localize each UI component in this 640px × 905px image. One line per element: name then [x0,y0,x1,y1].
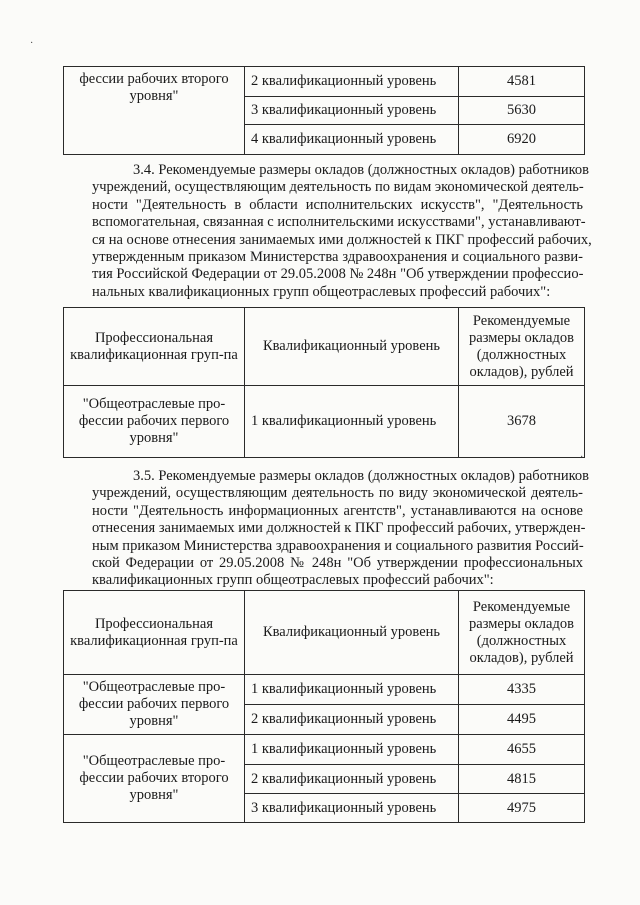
salary-cell: 4655 [459,735,585,765]
table-header-row [64,308,585,386]
qualification-level-cell: 2 квалификационный уровень [245,67,459,97]
text-line: квалификационных групп общеотраслевых профессий рабочих": [92,572,494,589]
salary-table-continuation [63,66,585,155]
text-line: ным приказом Министерства здравоохранения и социального развития Россий- [92,537,584,554]
text-line: ности "Деятельность в области исполнительских искусств", "Деятельность [92,196,583,213]
qualification-group-cell: фессии рабочих второго уровня" [64,67,245,155]
text-line: 3.5. Рекомендуемые размеры окладов (должностных окладов) работников [133,468,590,484]
text-line: ся на основе отнесения занимаемых ими должностей к ПКГ профессий рабочих, [92,231,592,248]
column-header-salary: Рекомендуемые размеры окладов (должностных окладов), рублей [459,591,585,675]
text-line: ской Федерации от 29.05.2008 № 248н "Об утверждении профессиональных [92,555,583,572]
salary-cell: 4815 [459,765,585,794]
qualification-level-cell: 4 квалификационный уровень [245,125,459,155]
qualification-level-cell: 3 квалификационный уровень [245,97,459,125]
column-header-level: Квалификационный уровень [245,591,459,675]
paragraph-3-5 [92,468,590,590]
salary-table-3-5 [63,590,585,823]
table-row [64,735,585,765]
column-header-level: Квалификационный уровень [245,308,459,386]
column-header-group: Профессиональная квалификационная груп-па [64,308,245,386]
qualification-group-cell: "Общеотраслевые про-фессии рабочих первого уровня" [64,675,245,735]
qualification-level-cell: 3 квалификационный уровень [245,794,459,823]
qualification-level-cell: 2 квалификационный уровень [245,765,459,794]
scan-speck: · [30,38,34,49]
text-line: учреждений, осуществляющим деятельность по видам экономической деятель- [92,179,584,196]
salary-cell: 4495 [459,705,585,735]
column-header-salary: Рекомендуемые размеры окладов (должностных окладов), рублей [459,308,585,386]
salary-cell: 5630 [459,97,585,125]
qualification-level-cell: 1 квалификационный уровень [245,386,459,458]
text-line: тия Российской Федерации от 29.05.2008 № 248н "Об утверждении профессио- [92,266,584,283]
qualification-level-cell: 1 квалификационный уровень [245,735,459,765]
text-line: 3.4. Рекомендуемые размеры окладов (должностных окладов) работников [133,162,590,178]
qualification-level-cell: 2 квалификационный уровень [245,705,459,735]
salary-cell: 4581 [459,67,585,97]
salary-cell: 6920 [459,125,585,155]
salary-table-3-4 [63,307,585,458]
column-header-group: Профессиональная квалификационная груп-па [64,591,245,675]
paragraph-3-4 [92,162,592,301]
text-line: утвержденным приказом Министерства здравоохранения и социального разви- [92,249,583,266]
text-line: учреждений, осуществляющим деятельность по виду экономической деятель- [92,485,583,502]
salary-cell: 4335 [459,675,585,705]
table-header-row [64,591,585,675]
text-line: нальных квалификационных групп общеотраслевых профессий рабочих": [92,283,551,300]
table-row [64,386,585,458]
scan-speck: · [580,452,584,463]
table-row [64,67,585,97]
salary-cell: 4975 [459,794,585,823]
text-line: отнесения занимаемых ими должностей к ПКГ профессий рабочих, утвержден- [92,520,586,537]
qualification-group-cell: "Общеотраслевые про-фессии рабочих первого уровня" [64,386,245,458]
text-line: ности "Деятельность информационных агентств", устанавливаются на основе [92,502,583,519]
salary-cell: 3678 [459,386,585,458]
qualification-level-cell: 1 квалификационный уровень [245,675,459,705]
table-row [64,675,585,705]
text-line: вспомогательная, связанная с исполнительскими искусствами", устанавливают- [92,214,586,231]
qualification-group-cell: "Общеотраслевые про-фессии рабочих второго уровня" [64,735,245,823]
